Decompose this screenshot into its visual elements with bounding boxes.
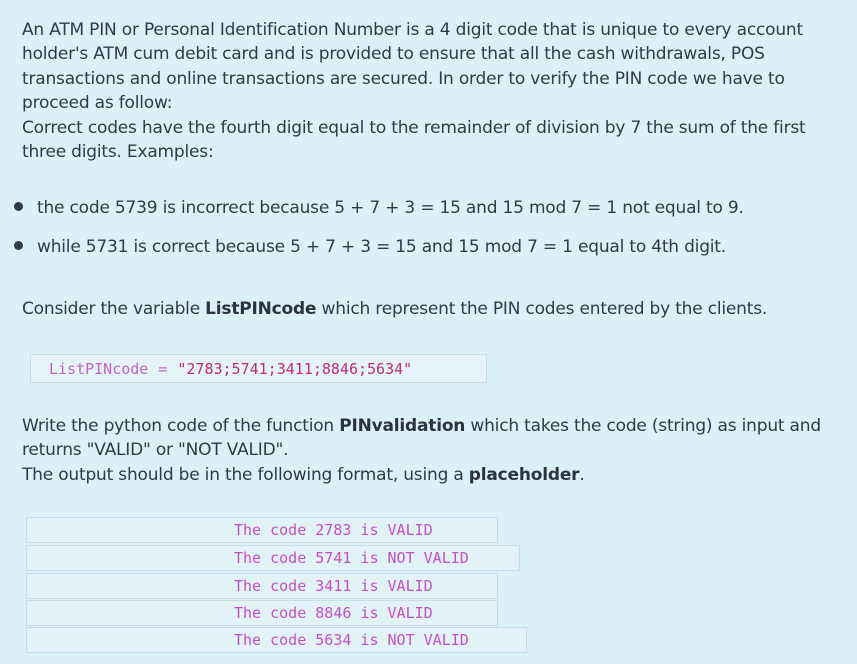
list-item <box>14 235 726 259</box>
format-text-start: The output should be in the following format, using a <box>22 464 469 485</box>
output-line: The code 5634 is NOT VALID <box>26 627 527 653</box>
task-text-start: Write the python code of the function <box>22 416 340 436</box>
consider-text-end: which represent the PIN codes entered by the clients. <box>316 299 768 319</box>
intro-paragraph-1: An ATM PIN or Personal Identification Number is a 4 digit code that is unique to every account holder's ATM cum debit card and is provided to ensure that all the cash withdrawals, POS transactions and online transactions are secured. In order to verify the PIN code we have to proceed as follow: <box>22 20 803 114</box>
task-text <box>22 414 837 487</box>
output-line: The code 8846 is VALID <box>26 600 498 626</box>
consider-text <box>22 299 767 319</box>
list-item-text: while 5731 is correct because 5 + 7 + 3 = 15 and 15 mod 7 = 1 equal to 4th digit. <box>37 237 726 257</box>
task-line-1 <box>22 414 837 463</box>
intro-paragraph-2: Correct codes have the fourth digit equal to the remainder of division by 7 the sum of the first three digits. Examples: <box>22 117 806 163</box>
code-string: "2783;5741;3411;8846;5634" <box>177 360 413 378</box>
output-line: The code 2783 is VALID <box>26 517 498 543</box>
output-line: The code 5741 is NOT VALID <box>26 545 520 571</box>
placeholder-word: placeholder <box>468 464 580 485</box>
code-operator: = <box>158 360 168 378</box>
output-line: The code 3411 is VALID <box>26 573 498 599</box>
list-item-text: the code 5739 is incorrect because 5 + 7 + 3 = 15 and 15 mod 7 = 1 not equal to 9. <box>37 198 744 218</box>
task-text-end: which takes the code (string) as input and returns "VALID" or "NOT VALID". <box>22 416 821 461</box>
consider-text-start: Consider the variable <box>22 299 206 319</box>
code-block <box>30 354 487 383</box>
variable-name: ListPINcode <box>205 299 317 319</box>
task-line-2 <box>22 463 837 487</box>
format-text-end: . <box>579 464 585 485</box>
code-variable: ListPINcode <box>49 360 149 378</box>
bullet-dot-icon <box>14 202 23 211</box>
function-name: PINvalidation <box>339 416 466 436</box>
bullet-dot-icon <box>14 241 23 250</box>
list-item <box>14 196 744 220</box>
intro-text <box>22 18 837 164</box>
